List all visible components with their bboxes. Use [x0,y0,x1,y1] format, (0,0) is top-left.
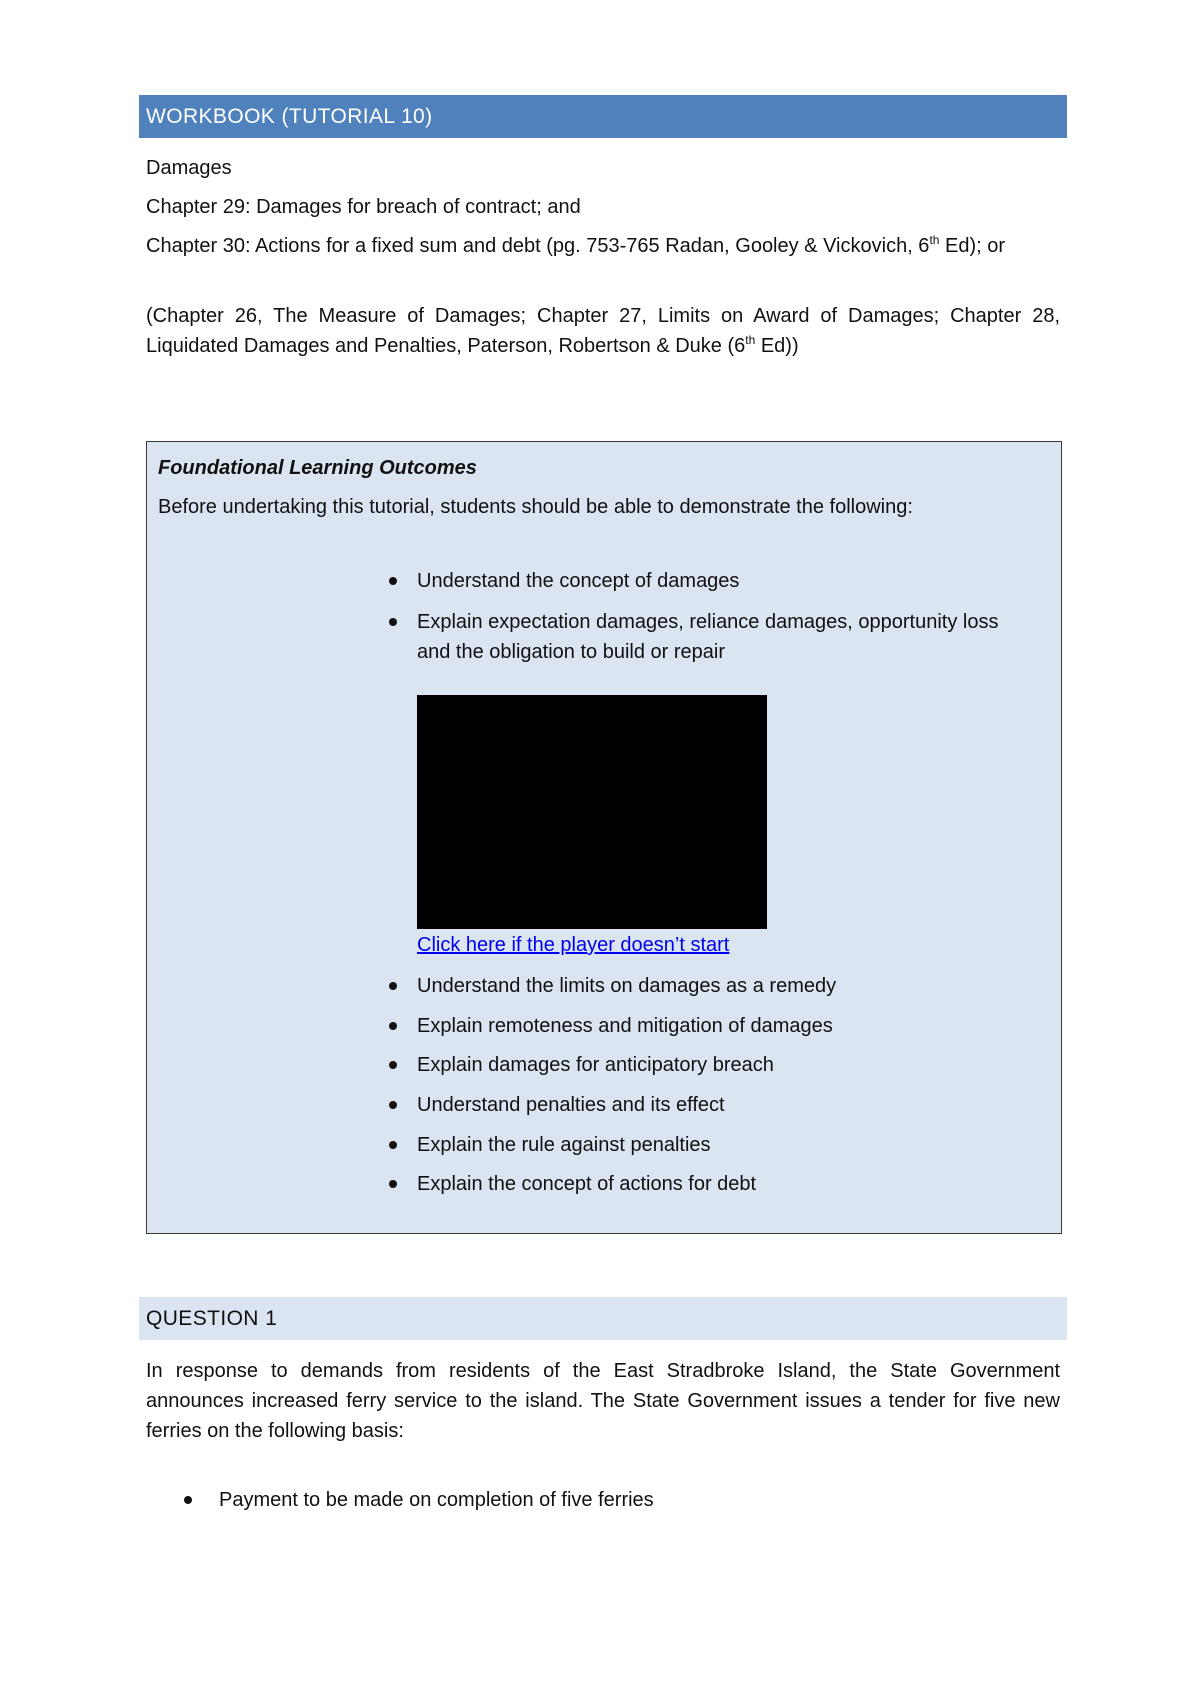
workbook-heading: WORKBOOK (TUTORIAL 10) [139,95,1067,138]
video-fallback-link[interactable]: Click here if the player doesn’t start [417,934,730,956]
chapter-30-text: Chapter 30: Actions for a fixed sum and debt (pg. 753-765 Radan, Gooley & Vickovich, 6 [146,235,930,257]
topic-text: Damages [146,157,232,179]
bullet-icon [389,1022,397,1030]
bullet-icon [389,1180,397,1188]
outcome-text: Explain the concept of actions for debt [417,1173,757,1195]
outcome-text: Explain damages for anticipatory breach [417,1054,774,1076]
bullet-icon [389,1061,397,1069]
outcome-text: Understand the concept of damages [417,570,740,592]
chapter-29-text: Chapter 29: Damages for breach of contract; and [146,196,581,218]
alternative-reading-tail: Ed)) [755,335,799,357]
outcome-text: Explain remoteness and mitigation of damages [417,1015,833,1037]
bullet-icon [389,982,397,990]
chapter-30-paragraph [146,231,1060,261]
alternative-reading-text: (Chapter 26, The Measure of Damages; Chapter 27, Limits on Award of Damages; Chapter 28, Liquidated Damages and Penalties, Paterson, Robertson & Duke (6 [146,305,1060,357]
chapter-30-tail: Ed); or [939,235,1006,257]
bullet-icon [389,577,397,585]
bullet-icon [389,1101,397,1109]
outcome-text: Understand penalties and its effect [417,1094,725,1116]
bullet-icon [184,1496,192,1504]
chapter-30-superscript: th [929,233,940,247]
outcome-text: Explain the rule against penalties [417,1134,711,1156]
outcomes-title: Foundational Learning Outcomes [158,457,477,479]
outcome-text: Explain expectation damages, reliance damages, opportunity loss and the obligation to build or repair [417,611,999,663]
outcomes-intro: Before undertaking this tutorial, students should be able to demonstrate the following: [158,496,913,518]
question-1-body: In response to demands from residents of the East Stradbroke Island, the State Government announces increased ferry service to the island. The State Government issues a tender for five new ferries on the following basis: [146,1360,1060,1442]
learning-outcomes-box [146,441,1062,1234]
alternative-reading-paragraph [146,301,1060,361]
video-player[interactable] [417,695,767,929]
question-1-heading: QUESTION 1 [139,1297,1067,1340]
bullet-icon [389,1141,397,1149]
question-1-bullet-text: Payment to be made on completion of five ferries [219,1489,654,1511]
bullet-icon [389,618,397,626]
alternative-reading-superscript: th [745,333,756,347]
outcome-text: Understand the limits on damages as a remedy [417,975,837,997]
